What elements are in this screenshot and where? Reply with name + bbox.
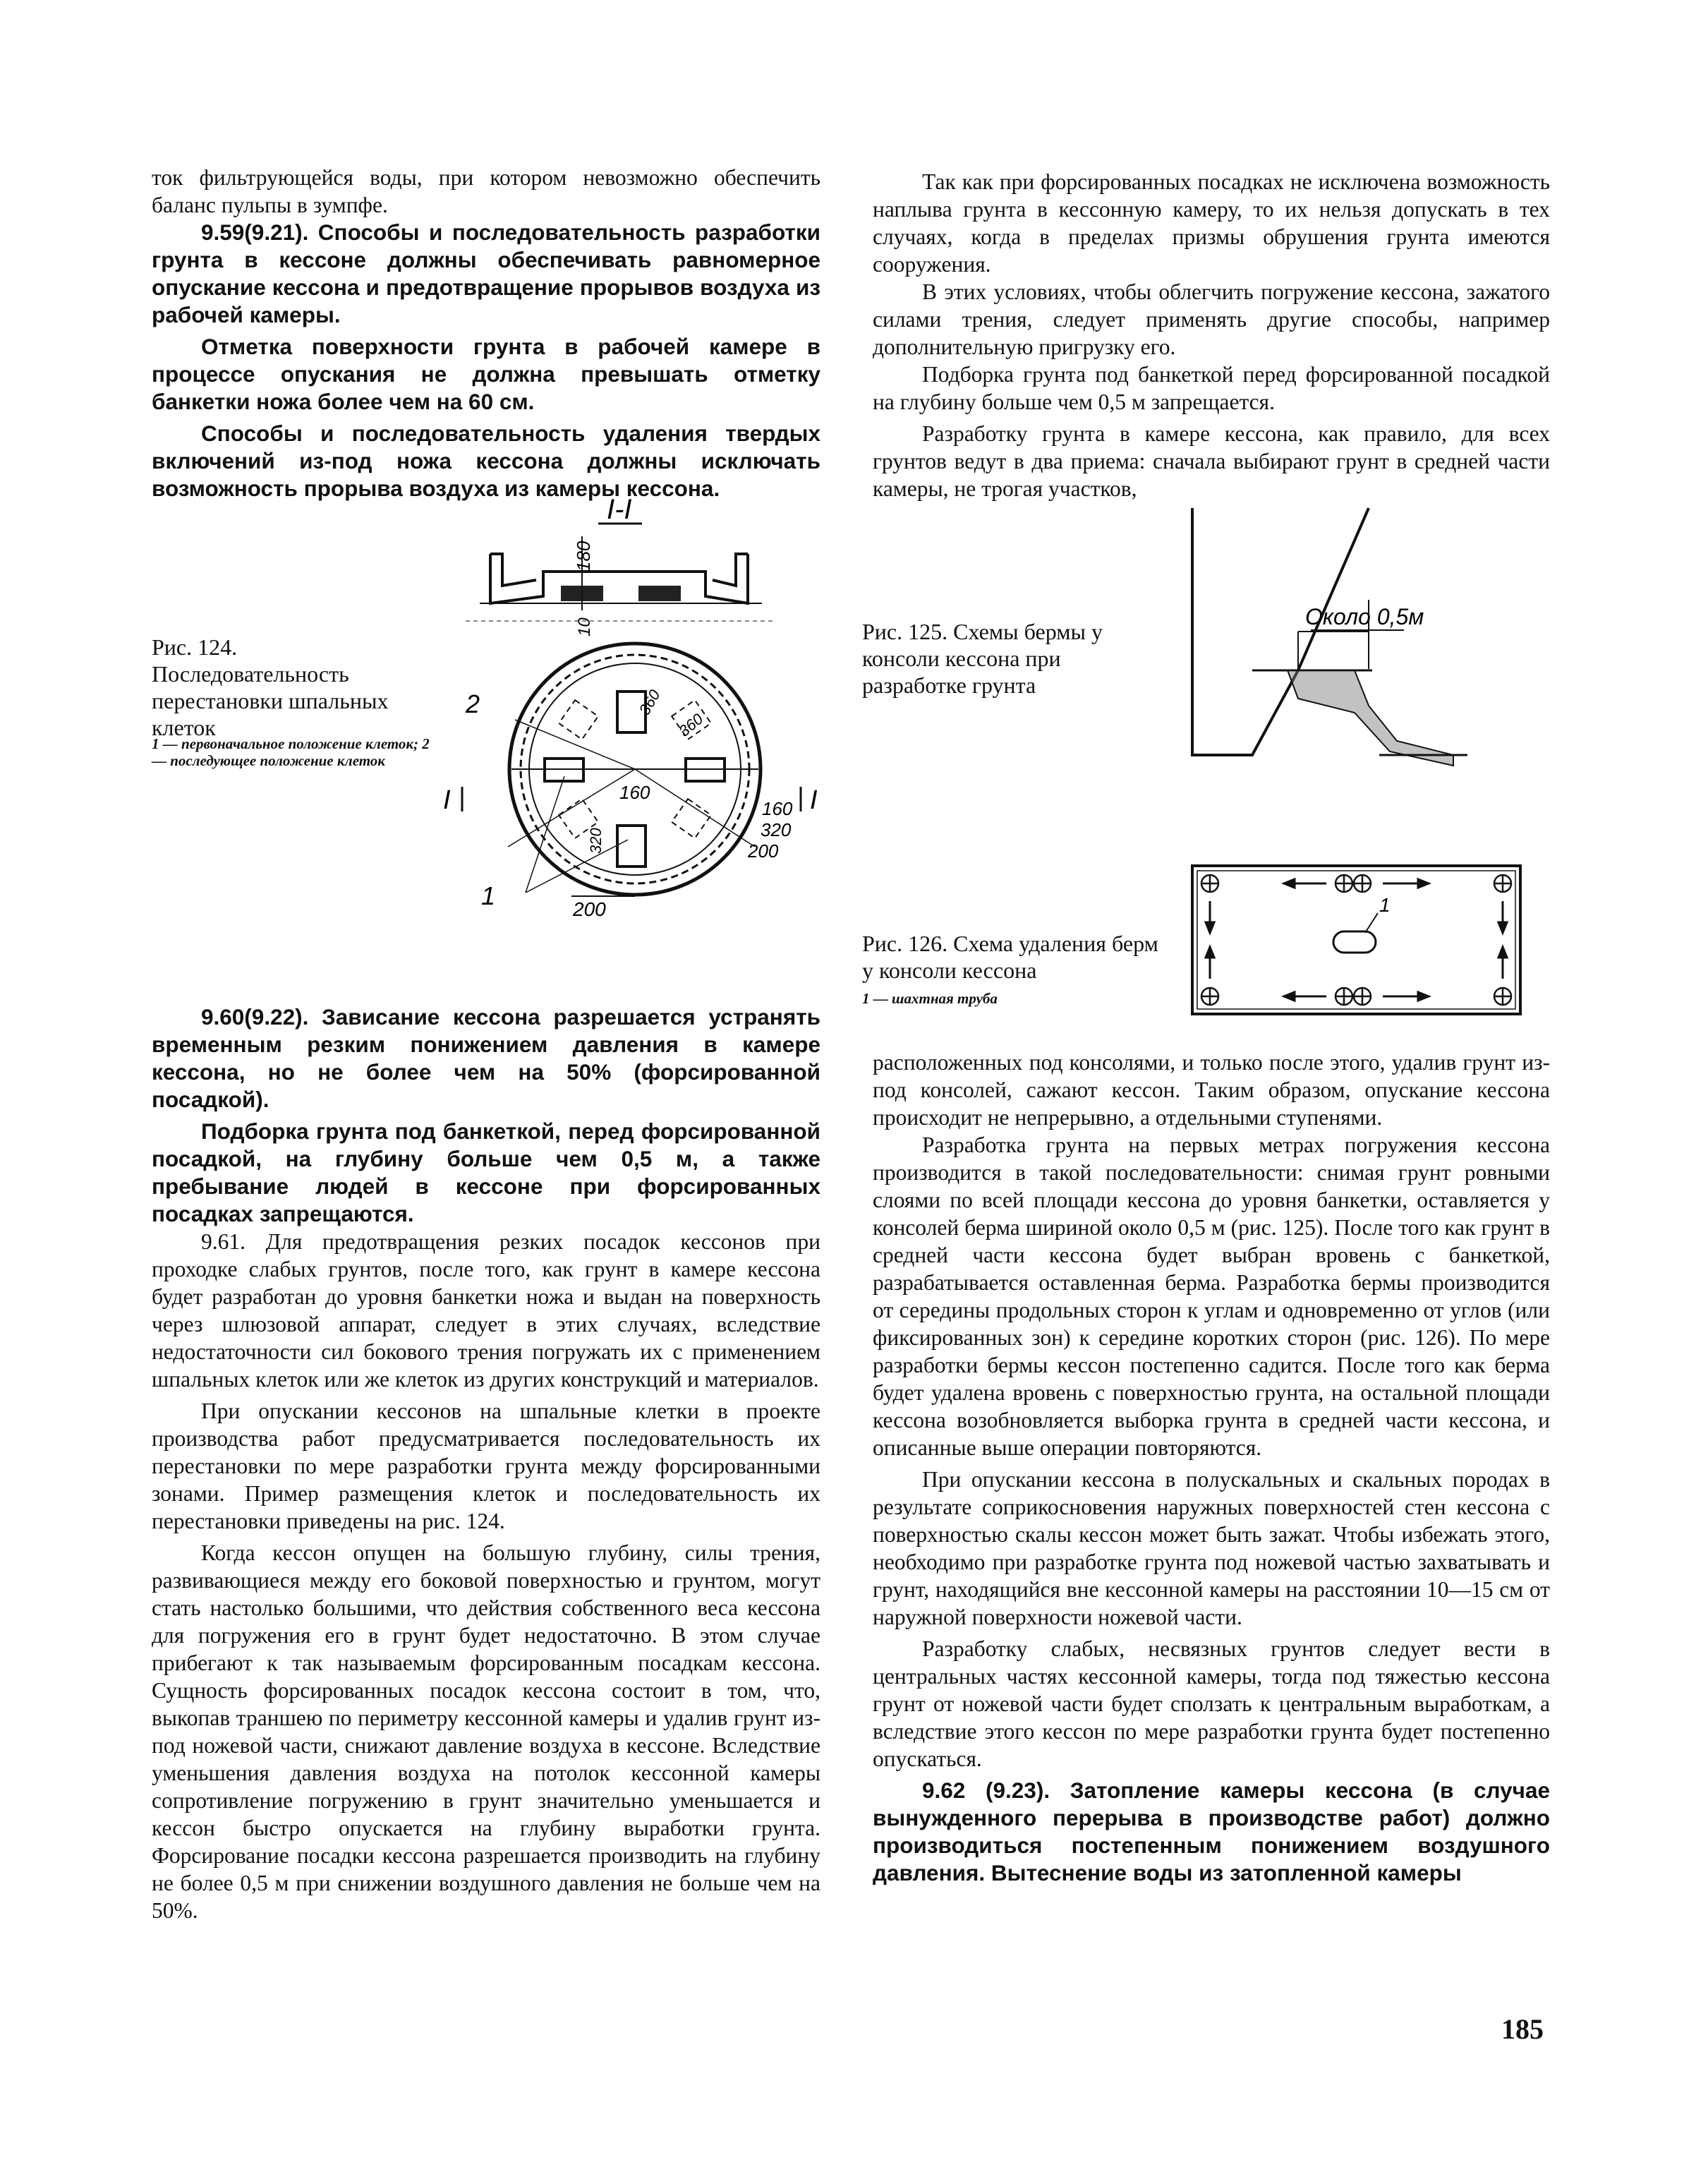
paragraph: Подборка грунта под банкеткой перед форсированной посадкой на глубину больше чем 0,5 м запрещается. (873, 362, 1550, 414)
figure-126-caption: Рис. 126. Схема удаления берм у консоли кессона (862, 931, 1158, 983)
paragraph: Так как при форсированных посадках не исключена возможность наплыва грунта в кессонную камеру, то их нельзя допускать в тех случаях, когда в пределах призмы обрушения грунта имеются сооружения. (873, 169, 1550, 277)
shaft-tube (1333, 931, 1376, 953)
figure-125-drawing (1185, 494, 1510, 797)
sleeper-stacks (561, 586, 681, 601)
right-column-bottom (873, 1049, 1550, 1887)
dim-180: 180 (573, 541, 594, 572)
label-1: 1 (481, 881, 496, 910)
paragraph: Подборка грунта под банкеткой, перед форсированной посадкой, на глубину больше чем 0,5 м, а также пребывание людей в кессоне при форсированных посадках запрещаются. (152, 1118, 820, 1226)
label-1: 1 (1379, 894, 1391, 916)
section-mark-right: I (810, 785, 818, 815)
section-title: I-I (607, 494, 632, 525)
figure-124-caption: Рис. 124. Последовательность перестановки шпальных клеток (152, 634, 389, 740)
figure-125-caption: Рис. 125. Схемы бермы у консоли кессона при разработке грунта (862, 619, 1103, 698)
paragraph: Способы и последовательность удаления твердых включений из-под ножа кессона должны исключать возможность прорыва воздуха из камеры кессона. (152, 421, 820, 501)
paragraph-9-59: 9.59(9.21). Способы и последовательность разработки грунта в кессоне должны обеспечивать равномерное опускание кессона и предотвращение прорывов воздуха из рабочей камеры. (152, 219, 820, 327)
dim-160-a: 160 (619, 782, 650, 803)
paragraph: Разработка грунта на первых метрах погружения кессона производится в такой последовательности: снимая грунт ровными слоями по всей площади кессона до уровня банкетки, оставляется у консолей берма шириной около 0,5 м (рис. 125). После того как грунт в средней части кессона будет выбран вровень с банкеткой, разрабатывается оставленная берма. Разработка бермы производится от середины продольных сторон к углам и одновременно от углов (или фиксированных зон) к середине коротких сторон (рис. 126). По мере разработки бермы кессон постепенно садится. После того как берма будет удалена вровень с поверхностью грунта, на остальной площади кессона возобновляется выборка грунта в средней части кессона, и описанные выше операции повторяются. (873, 1133, 1550, 1460)
figure-124-drawing (423, 487, 818, 938)
label-2: 2 (466, 689, 480, 718)
paragraph: ток фильтрующейся воды, при котором невозможно обеспечить баланс пульпы в зумпфе. (152, 165, 820, 217)
caisson-outline (1192, 866, 1520, 1014)
left-column-top (152, 164, 820, 502)
paragraph-9-61: 9.61. Для предотвращения резких посадок кессонов при проходке слабых грунтов, после того, как грунт в камере кессона будет разработан до уровня банкетки ножа и выдан на поверхность через шлюзовой аппарат, следует в этих случаях, вследствие недостаточности сил бокового трения погружать их с применением шпальных клеток или же клеток из других конструкций и материалов. (152, 1229, 820, 1392)
paragraph: В этих условиях, чтобы облегчить погружение кессона, зажатого силами трения, следует применять другие способы, например дополнительную пригрузку его. (873, 279, 1550, 359)
paragraph: При опускании кессонов на шпальные клетки в проекте производства работ предусматривается последовательность их перестановки по мере разработки грунта между форсированными зонами. Пример размещения клеток и последовательность их перестановки приведены на рис. 124. (152, 1399, 820, 1533)
figure-126-drawing (1189, 862, 1527, 1021)
paragraph-9-60: 9.60(9.22). Зависание кессона разрешается устранять временным резким понижением давления в камере кессона, но не более чем на 50% (форсированной посадкой). (152, 1004, 820, 1112)
paragraph: Когда кессон опущен на большую глубину, силы трения, развивающиеся между его боковой поверхностью и грунтом, могут стать настолько большими, что действия собственного веса кессона для погружения его в грунт будет недостаточно. В этом случае прибегают к так называемым форсированным посадкам кессона. Сущность форсированных посадок кессона состоит в том, что, выкопав траншею по периметру кессонной камеры и удалив грунт из-под ножевой части, снижают давление воздуха в кессоне. Вследствие уменьшения давления воздуха на потолок кессонной камеры сопротивление погружению в грунт значительно уменьшается и кессон быстро опускается на глубину выработки грунта. Форсирование посадки кессона разрешается производить на глубину не более 0,5 м при снижении воздушного давления не больше чем на 50%. (152, 1540, 820, 1923)
dim-160-b: 160 (762, 798, 793, 819)
dim-320-a: 320 (587, 828, 605, 854)
left-column-bottom (152, 1003, 820, 1924)
dim-320-b: 320 (761, 819, 792, 840)
dim-360-b: 360 (675, 710, 707, 740)
figure-124-legend: 1 — первоначальное положение клеток; 2 — последующее положение клеток (152, 735, 430, 769)
berm (1288, 670, 1453, 766)
paragraph: расположенных под консолями, и только после этого, удалив грунт из-под консолей, сажают кессон. Таким образом, опускание кессона происходит не непрерывно, а отдельными ступенями. (873, 1050, 1550, 1130)
section-mark-left: I (443, 785, 451, 815)
paragraph: При опускании кессона в полускальных и скальных породах в результате соприкосновения наружных поверхностей стен кессона с поверхностью скалы кессон может быть зажат. Чтобы избежать этого, необходимо при разработке грунта под ножевой частью захватывать и грунт, находящийся вне кессонной камеры на расстоянии 10—15 см от наружной поверхности ножевой части. (873, 1467, 1550, 1629)
paragraph: Разработку слабых, несвязных грунтов следует вести в центральных частях кессонной камеры, тогда под тяжестью кессона грунт от ножевой части будет сползать к центральным выработкам, а вследствие этого кессон по мере разработки грунта будет постепенно опускаться. (873, 1636, 1550, 1771)
direction-arrows (1206, 879, 1507, 1001)
page-number: 185 (1501, 2013, 1544, 2045)
dim-10: 10 (575, 617, 594, 636)
dim-360-a: 360 (635, 687, 664, 718)
paragraph-9-62: 9.62 (9.23). Затопление камеры кессона (в случае вынужденного перерыва в производстве работ) должно производиться постепенным понижением воздушного давления. Вытеснение воды из затопленной камеры (873, 1777, 1550, 1885)
dim-200-a: 200 (748, 840, 779, 862)
dim-200-b: 200 (573, 898, 606, 920)
berm-width-label: Около 0,5м (1305, 604, 1424, 629)
figure-126-legend: 1 — шахтная труба (862, 990, 998, 1007)
paragraph: Отметка поверхности грунта в рабочей камере в процессе опускания не должна превышать отметку банкетки ножа более чем на 60 см. (152, 334, 820, 414)
fixed-zones (1201, 875, 1511, 1005)
section-profile (490, 554, 748, 603)
right-column-top (873, 168, 1550, 502)
paragraph: Разработку грунта в камере кессона, как правило, для всех грунтов ведут в два приема: сначала выбирают грунт в средней части камеры, не трогая участков, (873, 421, 1550, 501)
